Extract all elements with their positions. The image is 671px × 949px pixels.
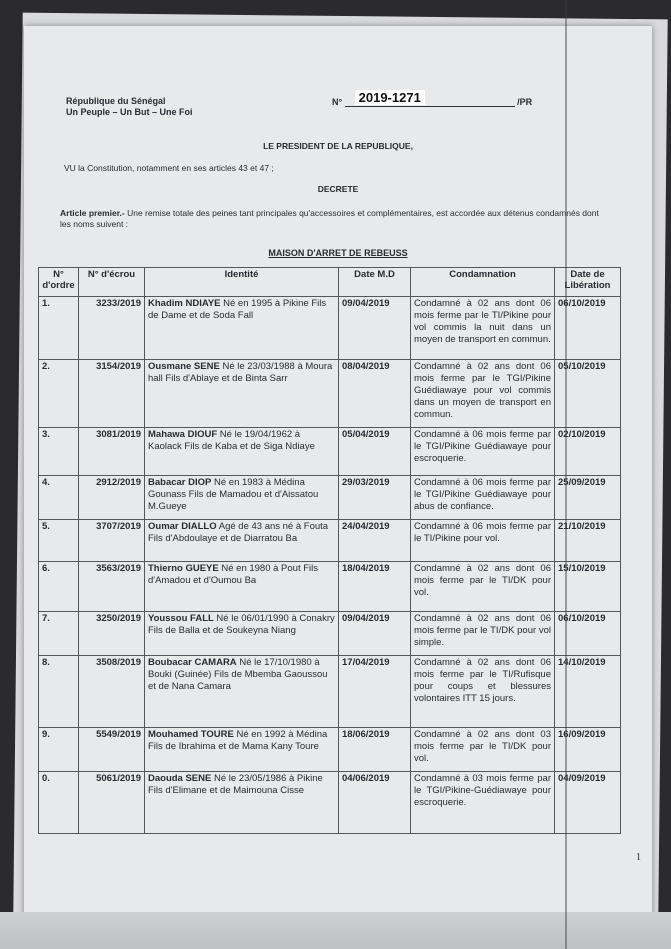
col-condamnation: Condamnation bbox=[411, 268, 555, 297]
vu-constitution: VU la Constitution, notamment en ses articles 43 et 47 ; bbox=[64, 163, 274, 173]
cell-condamnation: Condamné à 06 mois ferme par le TI/Pikine pour vol. bbox=[411, 520, 555, 562]
cell-ordre: 9. bbox=[39, 728, 79, 772]
cell-date-md: 18/04/2019 bbox=[339, 562, 411, 612]
cell-condamnation: Condamné à 02 ans dont 03 mois ferme par le TI/DK pour vol. bbox=[411, 728, 555, 772]
cell-condamnation: Condamné à 02 ans dont 06 mois ferme par le TI/DK pour vol simple. bbox=[411, 612, 555, 656]
detainee-details: Né le 23/03/1988 à Moura hall Fils d'Ablaye et de Binta Sarr bbox=[148, 361, 333, 384]
cell-identite bbox=[145, 297, 339, 360]
detainee-name: Youssou FALL bbox=[148, 613, 214, 624]
republic-name: République du Sénégal bbox=[66, 96, 166, 106]
cell-liberation: 06/10/2019 bbox=[555, 612, 621, 656]
cell-date-md: 05/04/2019 bbox=[339, 428, 411, 476]
cell-condamnation: Condamné à 02 ans dont 06 mois ferme par le TGI/Pikine Guédiawaye pour vol commis dans un moyen de transport en commun. bbox=[411, 360, 555, 428]
cell-identite bbox=[145, 428, 339, 476]
table-row bbox=[39, 520, 621, 562]
col-ordre: N° d'ordre bbox=[39, 268, 79, 297]
cell-identite bbox=[145, 656, 339, 728]
table-row bbox=[39, 562, 621, 612]
cell-ordre: 8. bbox=[39, 656, 79, 728]
cell-identite bbox=[145, 772, 339, 834]
cell-date-md: 09/04/2019 bbox=[339, 297, 411, 360]
cell-ecrou: 3563/2019 bbox=[79, 562, 145, 612]
cell-ordre: 0. bbox=[39, 772, 79, 834]
table-body bbox=[39, 297, 621, 834]
detainee-details: Né en 1980 à Pout Fils d'Amadou et d'Oumou Ba bbox=[148, 563, 319, 586]
cell-date-md: 24/04/2019 bbox=[339, 520, 411, 562]
cell-ordre: 3. bbox=[39, 428, 79, 476]
cell-liberation: 15/10/2019 bbox=[555, 562, 621, 612]
table-row bbox=[39, 428, 621, 476]
table-header-row bbox=[39, 268, 621, 297]
detainee-name: Thierno GUEYE bbox=[148, 563, 219, 574]
detainee-name: Mahawa DIOUF bbox=[148, 429, 218, 440]
cell-liberation: 02/10/2019 bbox=[555, 428, 621, 476]
cell-ordre: 4. bbox=[39, 476, 79, 520]
col-ecrou: N° d'écrou bbox=[79, 268, 145, 297]
detainee-name: Ousmane SENE bbox=[148, 361, 220, 372]
table-row bbox=[39, 772, 621, 834]
table-row bbox=[39, 297, 621, 360]
cell-ordre: 7. bbox=[39, 612, 79, 656]
page-number: 1 bbox=[636, 852, 641, 863]
cell-ordre: 5. bbox=[39, 520, 79, 562]
cell-ecrou: 5549/2019 bbox=[79, 728, 145, 772]
cell-ecrou: 3707/2019 bbox=[79, 520, 145, 562]
col-liberation: Date de Libération bbox=[555, 268, 621, 297]
table-row bbox=[39, 476, 621, 520]
fold-line bbox=[565, 0, 567, 949]
table-row bbox=[39, 656, 621, 728]
detainee-details: Né le 06/01/1990 à Conakry Fils de Balla et de Soukeyna Niang bbox=[148, 613, 335, 636]
cell-ecrou: 3154/2019 bbox=[79, 360, 145, 428]
decree-suffix: /PR bbox=[517, 97, 533, 107]
decree-number-block bbox=[332, 90, 533, 107]
cell-date-md: 04/06/2019 bbox=[339, 772, 411, 834]
detainees-table bbox=[38, 267, 621, 834]
cell-ecrou: 3081/2019 bbox=[79, 428, 145, 476]
cell-liberation: 14/10/2019 bbox=[555, 656, 621, 728]
detainee-details: Né le 23/05/1986 à Pikine Fils d'Elimane et de Maimouna Cisse bbox=[148, 773, 323, 796]
cell-condamnation: Condamné à 03 mois ferme par le TGI/Pikine-Guédiawaye pour escroquerie. bbox=[411, 772, 555, 834]
cell-identite bbox=[145, 562, 339, 612]
cell-liberation: 16/09/2019 bbox=[555, 728, 621, 772]
cell-date-md: 08/04/2019 bbox=[339, 360, 411, 428]
detainee-name: Mouhamed TOURE bbox=[148, 729, 234, 740]
paper-stack-edge bbox=[0, 912, 671, 949]
decree-number: 2019-1271 bbox=[355, 90, 425, 105]
detainee-details: Né le 17/10/1980 à Bouki (Guinée) Fils de Mbemba Gaoussou et de Nana Camara bbox=[148, 657, 328, 692]
cell-condamnation: Condamné à 02 ans dont 06 mois ferme par le TI/Rufisque pour coups et blessures volontaires ITT 15 jours. bbox=[411, 656, 555, 728]
cell-date-md: 17/04/2019 bbox=[339, 656, 411, 728]
cell-identite bbox=[145, 520, 339, 562]
cell-identite bbox=[145, 360, 339, 428]
cell-identite bbox=[145, 728, 339, 772]
detainee-name: Oumar DIALLO bbox=[148, 521, 217, 532]
article-label: Article premier.- bbox=[60, 208, 125, 218]
table-row bbox=[39, 360, 621, 428]
header-republic bbox=[66, 96, 193, 118]
cell-ecrou: 3250/2019 bbox=[79, 612, 145, 656]
decrete-title: DECRETE bbox=[317, 184, 359, 194]
cell-date-md: 29/03/2019 bbox=[339, 476, 411, 520]
table-row bbox=[39, 728, 621, 772]
document-page bbox=[24, 26, 652, 926]
cell-ordre: 6. bbox=[39, 562, 79, 612]
cell-liberation: 05/10/2019 bbox=[555, 360, 621, 428]
cell-ecrou: 5061/2019 bbox=[79, 772, 145, 834]
cell-date-md: 18/06/2019 bbox=[339, 728, 411, 772]
article-premier bbox=[60, 208, 610, 230]
detainee-details: Né le 19/04/1962 à Kaolack Fils de Kaba et de Siga Ndiaye bbox=[148, 429, 315, 452]
col-identite: Identité bbox=[145, 268, 339, 297]
motto: Un Peuple – Un But – Une Foi bbox=[66, 107, 193, 117]
detainee-details: Né en 1992 à Médina Fils de Ibrahima et de Mama Kany Toure bbox=[148, 729, 328, 752]
number-line bbox=[345, 90, 515, 107]
detainee-details: Agé de 43 ans né à Fouta Fils d'Abdoulaye et de Diarratou Ba bbox=[148, 521, 329, 544]
cell-ordre: 1. bbox=[39, 297, 79, 360]
cell-ecrou: 2912/2019 bbox=[79, 476, 145, 520]
no-label: N° bbox=[332, 97, 343, 107]
detainee-name: Daouda SENE bbox=[148, 773, 212, 784]
detainee-details: Né en 1995 à Pikine Fils de Dame et de Soda Fall bbox=[148, 298, 327, 321]
cell-condamnation: Condamné à 02 ans dont 06 mois ferme par le TI/Pikine pour vol commis la nuit dans un moyen de transport en commun. bbox=[411, 297, 555, 360]
cell-ecrou: 3233/2019 bbox=[79, 297, 145, 360]
cell-ecrou: 3508/2019 bbox=[79, 656, 145, 728]
cell-condamnation: Condamné à 06 mois ferme par le TGI/Pikine Guédiawaye pour abus de confiance. bbox=[411, 476, 555, 520]
cell-condamnation: Condamné à 06 mois ferme par le TGI/Pikine Guédiawaye pour escroquerie. bbox=[411, 428, 555, 476]
cell-liberation: 06/10/2019 bbox=[555, 297, 621, 360]
detainee-name: Khadim NDIAYE bbox=[148, 298, 221, 309]
article-text: Une remise totale des peines tant principales qu'accessoires et complémentaires, est accordée aux détenus condamnés dont les noms suivent : bbox=[60, 208, 599, 229]
table-row bbox=[39, 612, 621, 656]
cell-identite bbox=[145, 612, 339, 656]
col-date-md: Date M.D bbox=[339, 268, 411, 297]
cell-liberation: 21/10/2019 bbox=[555, 520, 621, 562]
president-title: LE PRESIDENT DE LA REPUBLIQUE, bbox=[263, 141, 413, 151]
detainee-name: Boubacar CAMARA bbox=[148, 657, 237, 668]
cell-liberation: 04/09/2019 bbox=[555, 772, 621, 834]
cell-condamnation: Condamné à 02 ans dont 06 mois ferme par le TI/DK pour vol. bbox=[411, 562, 555, 612]
cell-date-md: 09/04/2019 bbox=[339, 612, 411, 656]
cell-liberation: 25/09/2019 bbox=[555, 476, 621, 520]
cell-ordre: 2. bbox=[39, 360, 79, 428]
section-title: MAISON D'ARRET DE REBEUSS bbox=[268, 248, 408, 258]
detainee-details: Né en 1983 à Médina Gounass Fils de Mamadou et d'Aissatou M.Gueye bbox=[148, 477, 319, 512]
detainee-name: Babacar DIOP bbox=[148, 477, 212, 488]
cell-identite bbox=[145, 476, 339, 520]
